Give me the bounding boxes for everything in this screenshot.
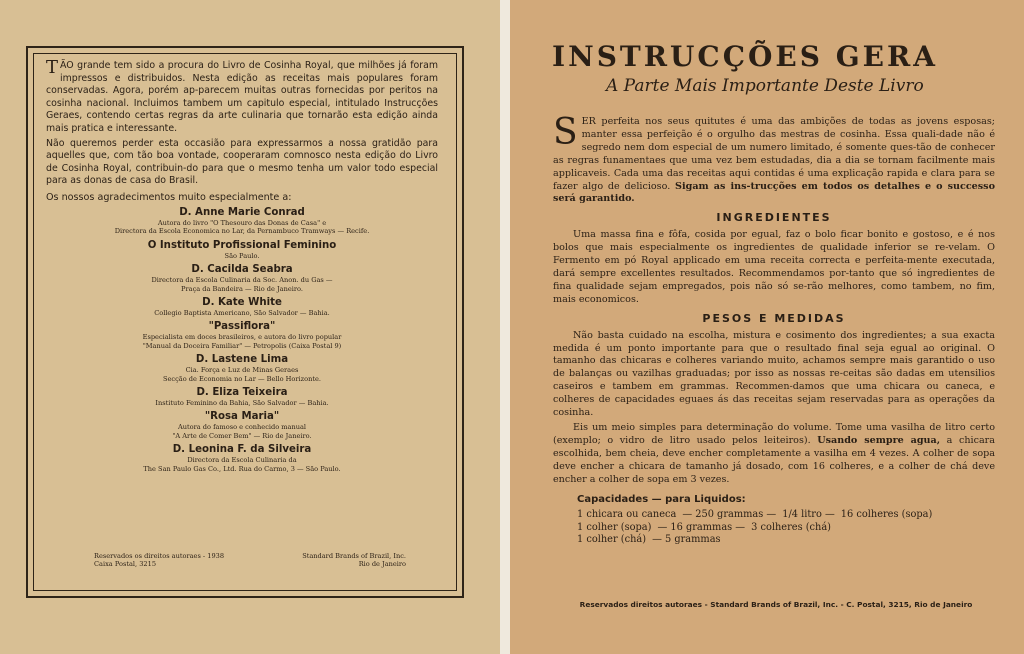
page-subtitle: A Parte Mais Importante Deste Livro: [606, 76, 924, 96]
capacity-cell: 1 colher (sopa): [577, 521, 652, 533]
contributor-description: Collegio Baptista Americano, São Salvador — Bahia.: [154, 308, 330, 317]
right-page-body: [553, 112, 995, 547]
contributor-entry: [46, 296, 438, 317]
left-page-text: [46, 57, 438, 473]
contributor-description: Especialista em doces brasileiros, e autora do livro popular "Manual da Doceira Familiar" — Petropolis (Caixa Postal 9): [142, 333, 342, 350]
contributor-entry: [46, 353, 438, 383]
section-ingredientes-text: Uma massa fina e fôfa, cosida por egual, faz o bolo ficar bonito e gostoso, e é nos bolos que mais especialmente os ingredientes de qualidade inferior se re-velam. O Fermento em pó Royal applicado em uma receita correcta e perfeita-mente executada, dará sempre excellentes resultados. Recommendamos por-tanto que só ingredientes de fina qualidade sejam empregados, pois não só se-rão melhores, como tambem, no fim, mais economicos.: [553, 229, 995, 305]
left-footer: [94, 552, 406, 569]
capacity-cell: 1 chicara ou caneca: [577, 509, 677, 521]
capacity-line: [577, 509, 995, 521]
contributor-name: D. Eliza Teixeira: [196, 387, 288, 398]
contributor-entry: [46, 263, 438, 293]
intro-dropcap: T: [46, 57, 59, 78]
contributor-name: D. Anne Marie Conrad: [179, 206, 305, 218]
pesos-text-2a: Eis um meio simples para determinação do volume. Tome uma vasilha de litro certo (exemplo; o vidro de litro usado pelos leiteiros).: [553, 421, 995, 446]
capacity-cell: 1 colher (chá): [577, 534, 647, 546]
capacities-list: [577, 509, 995, 546]
contributor-description: Directora da Escola Culinaria da The San Paulo Gas Co., Ltd. Rua do Carmo, 3 — São Paulo.: [143, 456, 341, 473]
intro-paragraph-right: [553, 112, 995, 206]
left-footer-publisher: Standard Brands of Brazil, Inc. Rio de Janeiro: [302, 552, 406, 569]
capacity-line: [577, 534, 995, 546]
contributor-name: D. Kate White: [202, 296, 282, 308]
contributors-list: [46, 206, 438, 473]
capacity-cell: — 16 grammas —: [657, 521, 746, 533]
capacity-cell: 3 colheres (chá): [751, 521, 831, 533]
capacity-cell: 16 colheres (sopa): [840, 509, 933, 521]
section-pesos-text-1: Não basta cuidado na escolha, mistura e cosimento dos ingredientes; a sua exacta medida é um ponto importante para que o resultado final seja egual ao original. O tamanho das chicaras e colheres variando muito, achamos sempre mais garantido o uso de balanças ou vazilhas graduadas; por isso as nossas re-ceitas são dadas em utensilios caseiros e tambem em grammas. Recommen-damos que uma chicara ou caneca, e colheres de capacidades eguaes ás das receitas sejam reservadas para as operações da cosinha.: [553, 329, 995, 419]
section-heading-ingredientes: INGREDIENTES: [716, 211, 832, 225]
capacity-cell: — 5 grammas: [652, 534, 721, 546]
contributor-entry: [46, 386, 438, 407]
left-footer-rights: Reservados os direitos autoraes - 1938 Caixa Postal, 3215: [94, 552, 225, 569]
contributor-name: "Passiflora": [208, 321, 276, 333]
capacity-cell: 1/4 litro —: [782, 509, 835, 521]
contributor-description: Autora do famoso e conhecido manual "A Arte de Comer Bem" — Rio de Janeiro.: [172, 423, 312, 440]
capacity-line: [577, 522, 995, 534]
pesos-text-bold: Usando sempre agua,: [817, 434, 941, 446]
contributor-entry: [46, 410, 438, 440]
contributor-entry: [46, 206, 438, 236]
intro-paragraph: [46, 57, 438, 136]
thanks-line: Os nossos agradecimentos muito especialmente a:: [46, 191, 292, 203]
contributor-entry: [46, 320, 438, 350]
contributor-entry: [46, 239, 438, 260]
right-footer: Reservados direitos autoraes - Standard Brands of Brazil, Inc. - C. Postal, 3215, Rio de Janeiro: [579, 600, 973, 609]
contributor-description: São Paulo.: [224, 251, 260, 260]
contributor-name: D. Cacilda Seabra: [191, 264, 293, 276]
contributor-description: Directora da Escola Culinaria da Soc. Anon. du Gas — Praça da Bandeira — Rio de Janeiro.: [151, 276, 333, 293]
contributor-name: "Rosa Maria": [204, 411, 280, 423]
section-pesos-text-2: [553, 422, 995, 487]
intro-text-right: ER perfeita nos seus quitutes é uma das ambições de todas as jovens esposas; manter essa perfeição é o orgulho das mestras de cosinha. Essa quali-dade não é segredo nem dom especial de um numero limitado, é somente ques-tão de conhecer as regras funamentaes que uma vez bem estudadas, dia a dia se tornam facilmente mais applicaveis. Cada uma das receitas aqui contidas é uma explicação rapida e clara para se fazer algo de delicioso.: [553, 116, 995, 192]
contributor-description: Cia. Força e Luz de Minas Geraes Secção de Economia no Lar — Bello Horizonte.: [162, 366, 321, 383]
intro-dropcap-right: S: [553, 112, 578, 153]
capacities-title: Capacidades — para Liquidos:: [577, 494, 746, 506]
page-title: INSTRUCÇÕES GERA: [552, 40, 938, 73]
contributor-description: Instituto Feminino da Bahia, São Salvador — Bahia.: [155, 399, 329, 407]
intro-bold-text: Sigam as ins-trucções em todos os detalhes e o successo será garantido.: [553, 180, 995, 205]
contributor-name: D. Leonina F. da Silveira: [172, 444, 312, 456]
intro-text: ÃO grande tem sido a procura do Livro de Cosinha Royal, que milhões já foram impressos e distribuidos. Nesta edição as receitas mais populares foram conservadas. Agora, porém ap-parecem muitas outras fornecidas por peritos na cosinha nacional. Incluimos tambem um capitulo especial, intitulado Instrucções Geraes, contendo certas regras da arte culinaria que tornarão esta edição ainda mais pratica e interessante.: [46, 60, 438, 134]
contributor-name: D. Lastene Lima: [195, 354, 289, 366]
section-heading-pesos-medidas: PESOS E MEDIDAS: [702, 311, 846, 325]
gratitude-paragraph: Não queremos perder esta occasião para expressarmos a nossa gratidão para aquelles que, com tão boa vontade, cooperaram comnosco nesta edição do Livro de Cosinha Royal, contribuin-do para que o mesmo tenha um valor todo especial para as donas de casa do Brasil.: [46, 137, 438, 187]
capacities-block: [553, 494, 995, 546]
contributor-entry: [46, 443, 438, 473]
capacity-cell: — 250 grammas —: [682, 509, 777, 521]
contributor-name: O Instituto Profissional Feminino: [147, 239, 337, 251]
pesos-text-2b: a chicara escolhida, bem cheia, deve encher completamente a vasilha em 4 vezes. A colher de sopa deve encher a chicara de tamanho já dosado, com 16 colheres, e a colher de chá deve encher a colher de sopa em 3 vezes.: [553, 434, 995, 485]
contributor-description: Autora do livro "O Thesouro das Donas de Casa" e Directora da Escola Economica no Lar, da Pernambuco Tramways — Recife.: [114, 218, 370, 236]
